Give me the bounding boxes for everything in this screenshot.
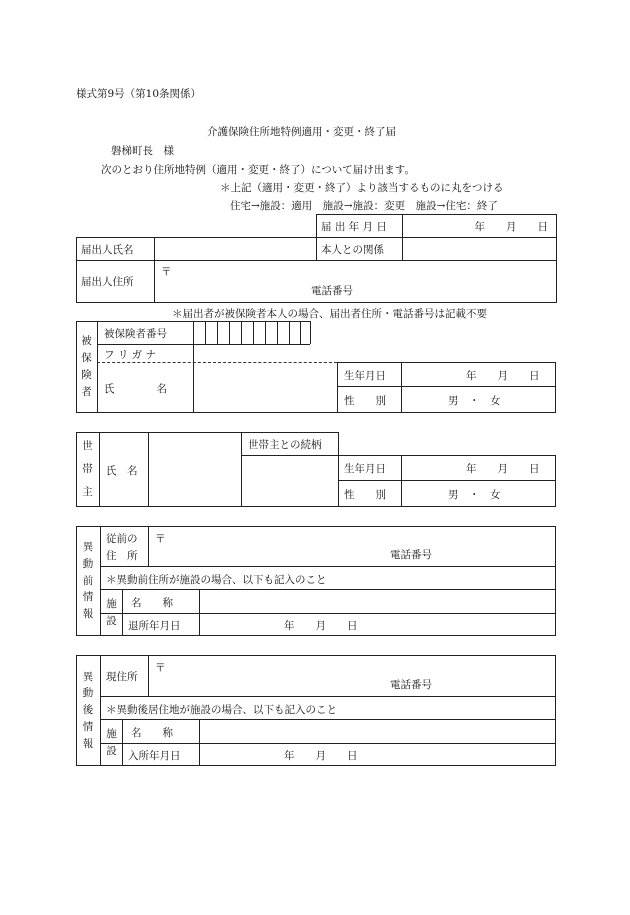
before-facility-name-field[interactable]: [200, 590, 555, 613]
after-side-label: 異 動 後 情 報: [82, 670, 94, 750]
household-name-label: 氏 名: [106, 465, 138, 477]
before-address-field[interactable]: [149, 527, 555, 566]
household-relation-field[interactable]: [242, 456, 338, 506]
after-phone-label: 電話番号: [390, 679, 432, 691]
insured-birth-label: 生年月日: [344, 370, 386, 382]
insured-birth-value[interactable]: 年 月 日: [466, 370, 540, 382]
notifier-name-table: [76, 237, 557, 261]
before-side-label: 異 動 前 情 報: [82, 541, 94, 621]
household-side-label: 世 帯 主: [82, 439, 93, 499]
after-move-section: [76, 655, 556, 766]
after-facility-side: 施 設: [106, 727, 117, 757]
after-address-label: 現住所: [106, 671, 138, 683]
after-facility-name-field[interactable]: [200, 720, 555, 743]
case-note: 住宅→施設：適用 施設→施設：変更 施設→住宅：終了: [230, 200, 498, 212]
notifier-note: ＊届出者が被保険者本人の場合、届出者住所・電話番号は記載不要: [172, 308, 487, 320]
before-facility-name-label: 名 称: [131, 597, 173, 609]
addressee: 磐梯町長 様: [111, 145, 174, 157]
after-address-field[interactable]: [149, 656, 555, 696]
notifier-phone-label: 電話番号: [311, 285, 353, 297]
before-facility-note: ＊異動前住所が施設の場合、以下も記入のこと: [106, 574, 327, 586]
leave-date-label: 退所年月日: [128, 620, 181, 632]
notifier-address-table: [76, 260, 557, 303]
intro-text: 次のとおり住所地特例（適用・変更・終了）について届け出ます。: [101, 164, 415, 176]
household-birth-value[interactable]: 年 月 日: [466, 463, 540, 475]
notifier-name-field[interactable]: [155, 238, 317, 261]
insured-number-field[interactable]: [194, 322, 310, 344]
notify-date-label: 届 出 年 月 日: [317, 215, 403, 238]
before-phone-label: 電話番号: [390, 549, 432, 561]
after-facility-name-label: 名 称: [131, 727, 173, 739]
form-title: 介護保険住所地特例適用・変更・終了届: [207, 126, 396, 138]
relation-label: 本人との関係: [317, 238, 403, 261]
before-postal-mark: 〒: [155, 533, 166, 545]
circle-note: ＊上記（適用・変更・終了）より該当するものに丸をつける: [220, 182, 504, 194]
before-address-label-1: 従前の: [106, 533, 138, 545]
household-relation-label: 世帯主との続柄: [248, 439, 322, 451]
insured-sex-value[interactable]: 男 ・ 女: [448, 395, 501, 407]
household-sex-value[interactable]: 男 ・ 女: [448, 489, 501, 501]
insured-side-label: 被 保 険 者: [81, 335, 92, 398]
before-move-section: [76, 526, 556, 636]
enter-date-value[interactable]: 年 月 日: [284, 750, 358, 762]
insured-number-label: 被保険者番号: [104, 328, 167, 340]
household-section: [76, 432, 556, 507]
notifier-address-field[interactable]: [155, 261, 557, 303]
household-sex-label: 性 別: [344, 489, 386, 501]
before-facility-side: 施 設: [106, 597, 117, 627]
insured-name-label: 氏 名: [104, 383, 167, 395]
enter-date-label: 入所年月日: [128, 750, 181, 762]
furigana-field[interactable]: [194, 345, 336, 361]
after-postal-mark: 〒: [155, 662, 166, 674]
insured-section: [76, 321, 556, 413]
insured-sex-label: 性 別: [344, 395, 386, 407]
postal-mark: 〒: [161, 266, 172, 278]
notifier-address-label: 届出人住所: [77, 261, 155, 303]
household-birth-label: 生年月日: [344, 463, 386, 475]
insured-name-field[interactable]: [194, 364, 336, 411]
notify-date-value[interactable]: 年 月 日: [403, 215, 557, 238]
after-facility-note: ＊異動後居住地が施設の場合、以下も記入のこと: [106, 704, 337, 716]
before-address-label-2: 住 所: [106, 550, 138, 562]
leave-date-value[interactable]: 年 月 日: [284, 620, 358, 632]
furigana-label: フ リ ガ ナ: [104, 349, 157, 361]
form-number: 様式第9号（第10条関係）: [76, 88, 202, 100]
notify-date-table: [316, 214, 557, 238]
household-name-field[interactable]: [149, 433, 241, 506]
notifier-name-label: 届出人氏名: [77, 238, 155, 261]
relation-field[interactable]: [403, 238, 557, 261]
